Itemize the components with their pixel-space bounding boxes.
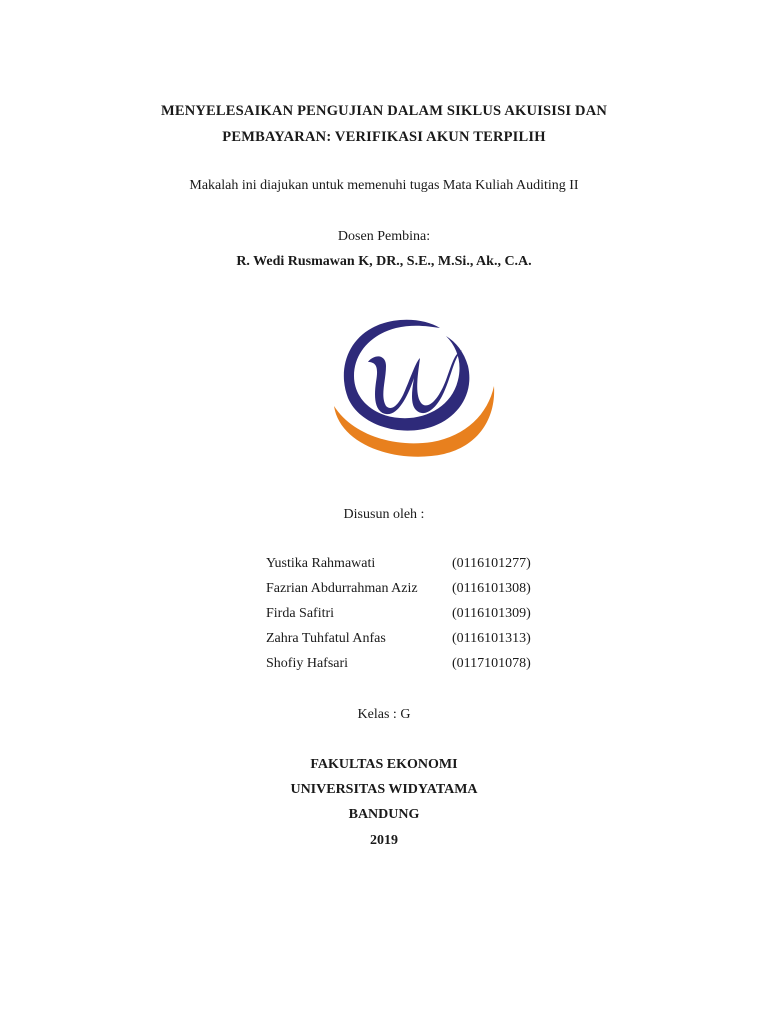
author-name: Firda Safitri (266, 606, 335, 621)
authors-label: Disusun oleh : (343, 507, 425, 522)
author-row (266, 656, 566, 676)
faculty-name: FAKULTAS EKONOMI (310, 757, 458, 772)
title-line-1: MENYELESAIKAN PENGUJIAN DALAM SIKLUS AKUISISI DAN (160, 103, 608, 119)
author-row (266, 631, 566, 651)
subtitle: Makalah ini diajukan untuk memenuhi tugas Mata Kuliah Auditing II (189, 178, 579, 193)
author-id: (0116101309) (452, 606, 531, 621)
author-name: Shofiy Hafsari (266, 656, 349, 671)
city-name: BANDUNG (348, 807, 420, 822)
year: 2019 (370, 833, 398, 848)
author-row (266, 556, 566, 576)
author-name: Yustika Rahmawati (266, 556, 376, 571)
author-row (266, 606, 566, 626)
class-label: Kelas : G (357, 707, 411, 722)
author-id: (0117101078) (452, 656, 531, 671)
university-name: UNIVERSITAS WIDYATAMA (290, 782, 478, 797)
lecturer-label: Dosen Pembina: (337, 229, 431, 244)
author-name: Zahra Tuhfatul Anfas (266, 631, 386, 646)
title-line-2: PEMBAYARAN: VERIFIKASI AKUN TERPILIH (222, 129, 546, 145)
university-logo-icon (328, 314, 498, 464)
lecturer-name: R. Wedi Rusmawan K, DR., S.E., M.Si., Ak., C.A. (236, 254, 532, 269)
author-row (266, 581, 566, 601)
author-id: (0116101308) (452, 581, 531, 596)
author-id: (0116101313) (452, 631, 531, 646)
author-name: Fazrian Abdurrahman Aziz (266, 581, 418, 596)
author-id: (0116101277) (452, 556, 531, 571)
